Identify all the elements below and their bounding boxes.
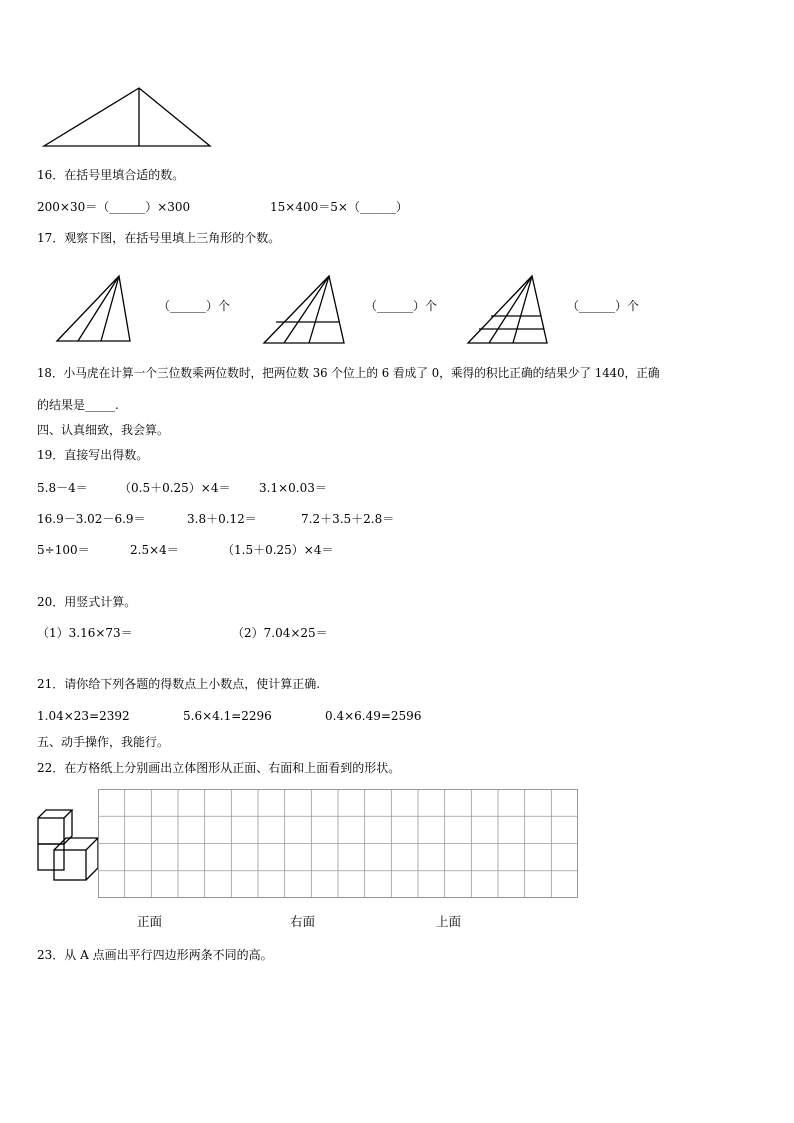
q22-title: 22．在方格纸上分别画出立体图形从正面、右面和上面看到的形状。 (37, 761, 401, 775)
q19-r3-c1: 5÷100＝ (37, 543, 90, 557)
q19-r1-c1: 5.8－4＝ (37, 481, 88, 495)
triangle-figure-2 (264, 276, 344, 343)
grid-paper[interactable] (98, 789, 578, 899)
q21-item-2: 5.6×4.1=2296 (183, 709, 272, 723)
label-right: 右面 (290, 914, 316, 929)
q20-item-2: （2）7.04×25＝ (232, 626, 328, 640)
q19-title: 19．直接写出得数。 (37, 448, 149, 462)
triangle-figure-1 (57, 276, 130, 341)
q19-r2-c2: 3.8＋0.12＝ (187, 512, 257, 526)
label-top: 上面 (436, 914, 462, 929)
q23-title: 23．从 A 点画出平行四边形两条不同的高。 (37, 948, 273, 962)
q19-r1-c3: 3.1×0.03＝ (259, 481, 327, 495)
section-5-heading: 五、动手操作，我能行。 (37, 735, 170, 749)
q19-r2-c3: 7.2＋3.5＋2.8＝ (301, 512, 395, 526)
label-front: 正面 (137, 914, 163, 929)
q20-item-1: （1）3.16×73＝ (37, 626, 133, 640)
q19-r3-c3: （1.5＋0.25）×4＝ (222, 543, 334, 557)
section-4-heading: 四、认真细致，我会算。 (37, 423, 170, 437)
q17-answer-2: （______）个 (365, 299, 438, 313)
q18-line-2: 的结果是_____. (37, 398, 119, 412)
q16-equation-2: 15×400＝5×（______） (270, 200, 408, 214)
q17-answer-3: （______）个 (567, 299, 640, 313)
q19-r3-c2: 2.5×4＝ (130, 543, 179, 557)
q17-answer-1: （______）个 (158, 299, 231, 313)
q17-title: 17．观察下图，在括号里填上三角形的个数。 (37, 231, 281, 245)
q21-item-3: 0.4×6.49=2596 (325, 709, 422, 723)
q16-equation-1: 200×30＝（______）×300 (37, 200, 191, 214)
q19-r1-c2: （0.5＋0.25）×4＝ (119, 481, 231, 495)
q21-title: 21．请你给下列各题的得数点上小数点，使计算正确. (37, 677, 321, 691)
q21-item-1: 1.04×23=2392 (37, 709, 130, 723)
triangle-figure-3 (468, 276, 547, 343)
triangle-figure-q15 (0, 0, 794, 160)
q16-title: 16．在括号里填合适的数。 (37, 168, 185, 182)
q18-line-1: 18．小马虎在计算一个三位数乘两位数时，把两位数 36 个位上的 6 看成了 0，乘得的积比正确的结果少了 1440，正确 (37, 366, 660, 380)
q20-title: 20．用竖式计算。 (37, 595, 137, 609)
q19-r2-c1: 16.9－3.02－6.9＝ (37, 512, 146, 526)
